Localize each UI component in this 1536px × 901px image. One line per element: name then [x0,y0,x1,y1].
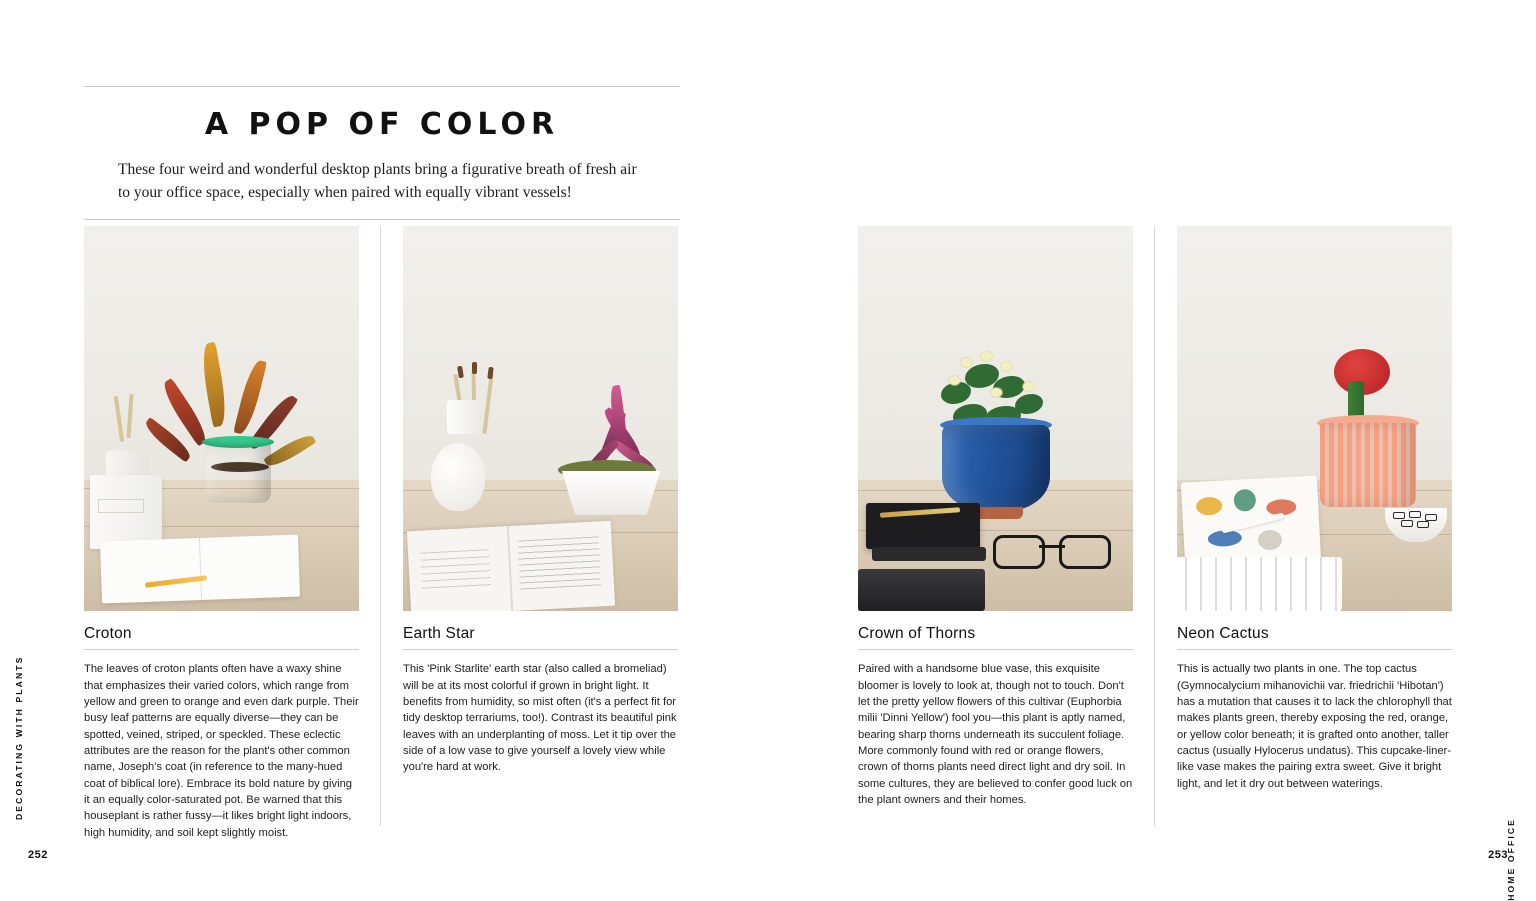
left-page [0,0,768,888]
page-number-right: 253 [1488,849,1508,861]
wall-background [403,226,678,480]
book-text-lines [420,549,491,590]
coral-pot [1320,423,1416,507]
crown-of-thorns-photo [858,226,1133,611]
card-title: Earth Star [403,625,475,642]
card-title: Croton [84,625,132,642]
column-divider [380,226,381,826]
column-divider [1154,226,1155,826]
intro-paragraph: These four weird and wonderful desktop plants bring a figurative breath of fresh air to your office space, especially when paired with equally vibrant vessels! [118,161,637,202]
running-head-left: DECORATING WITH PLANTS [14,655,24,820]
page-number-left: 252 [28,849,48,861]
card-title-rule [858,649,1133,650]
vase-neck [447,400,481,434]
neon-cactus-photo [1177,226,1452,611]
open-notebook [99,534,299,602]
card-body: This is actually two plants in one. The top cactus (Gymnocalycium mihanovichii var. friedrichii 'Hibotan') has a mutation that causes it to lack the chlorophyll that makes plants green, thereby exposing the red, orange, or yellow color beneath; it is grafted onto another, taller cactus (usually Hylocerus undatus). This cupcake-liner-like vase makes the pairing extra sweet. Give it bright light, and let it dry out between waterings. [1177,663,1452,790]
spread-header [84,86,680,220]
card-title: Neon Cactus [1177,625,1269,642]
header-bottom-rule [84,219,680,220]
running-head-right: HOME OFFICE [1506,818,1516,901]
black-notebook [872,547,986,561]
keyboard [1177,557,1342,611]
plant-card-earth-star [403,226,678,787]
earth-star-photo [403,226,678,611]
card-title-rule [403,649,678,650]
eyeglasses [993,535,1111,565]
header-top-rule [84,86,680,87]
open-book [406,521,614,611]
card-body: The leaves of croton plants often have a waxy shine that emphasizes their varied colors, which range from yellow and green to orange and even dark purple. Their busy leaf patterns are equally diverse—they can be spotted, veined, striped, or speckled. These eclectic attributes are the reason for the plant's other common name, Joseph's coat (in reference to the many-hued coat of biblical lore). Embrace its bold nature by giving it an equally color-saturated pot. Be warned that this houseplant is rather fussy—it likes bright light indoors, high humidity, and soil kept slightly moist. [84,663,359,839]
white-box [90,475,162,549]
card-title-rule [1177,649,1452,650]
book-text-lines [517,537,601,595]
card-body: This 'Pink Starlite' earth star (also called a bromeliad) will be at its most colorful if grown in bright light. It benefits from humidity, so mist often (it's a perfect fit for tidy desktop terrariums, too!). Contrast its beautiful pink leaves with an underplanting of moss. Let it tip over the side of a low vase to give yourself a lovely view while you're hard at work. [403,663,677,774]
plant-card-croton [84,226,359,852]
croton-photo [84,226,359,611]
blue-pot [942,425,1050,511]
laptop [858,569,985,611]
card-title: Crown of Thorns [858,625,976,642]
green-pot [205,441,271,503]
plant-card-crown-of-thorns [858,226,1133,819]
plant-card-neon-cactus [1177,226,1452,803]
white-vase [431,443,485,511]
card-title-rule [84,649,359,650]
paintbrush-tip [472,362,477,374]
card-body: Paired with a handsome blue vase, this exquisite bloomer is lovely to look at, though not to touch. Don't let the pretty yellow flowers of this cultivar (Euphorbia milii 'Dinni Yellow') fool you—this plant is aptly named, bearing sharp thorns underneath its succulent foliage. More commonly found with red or orange flowers, crown of thorns plants need direct light and dry soil. In some cultures, they are believed to confer good luck on the plant owners and their homes. [858,663,1133,806]
page-title: A POP OF COLOR [204,107,560,142]
